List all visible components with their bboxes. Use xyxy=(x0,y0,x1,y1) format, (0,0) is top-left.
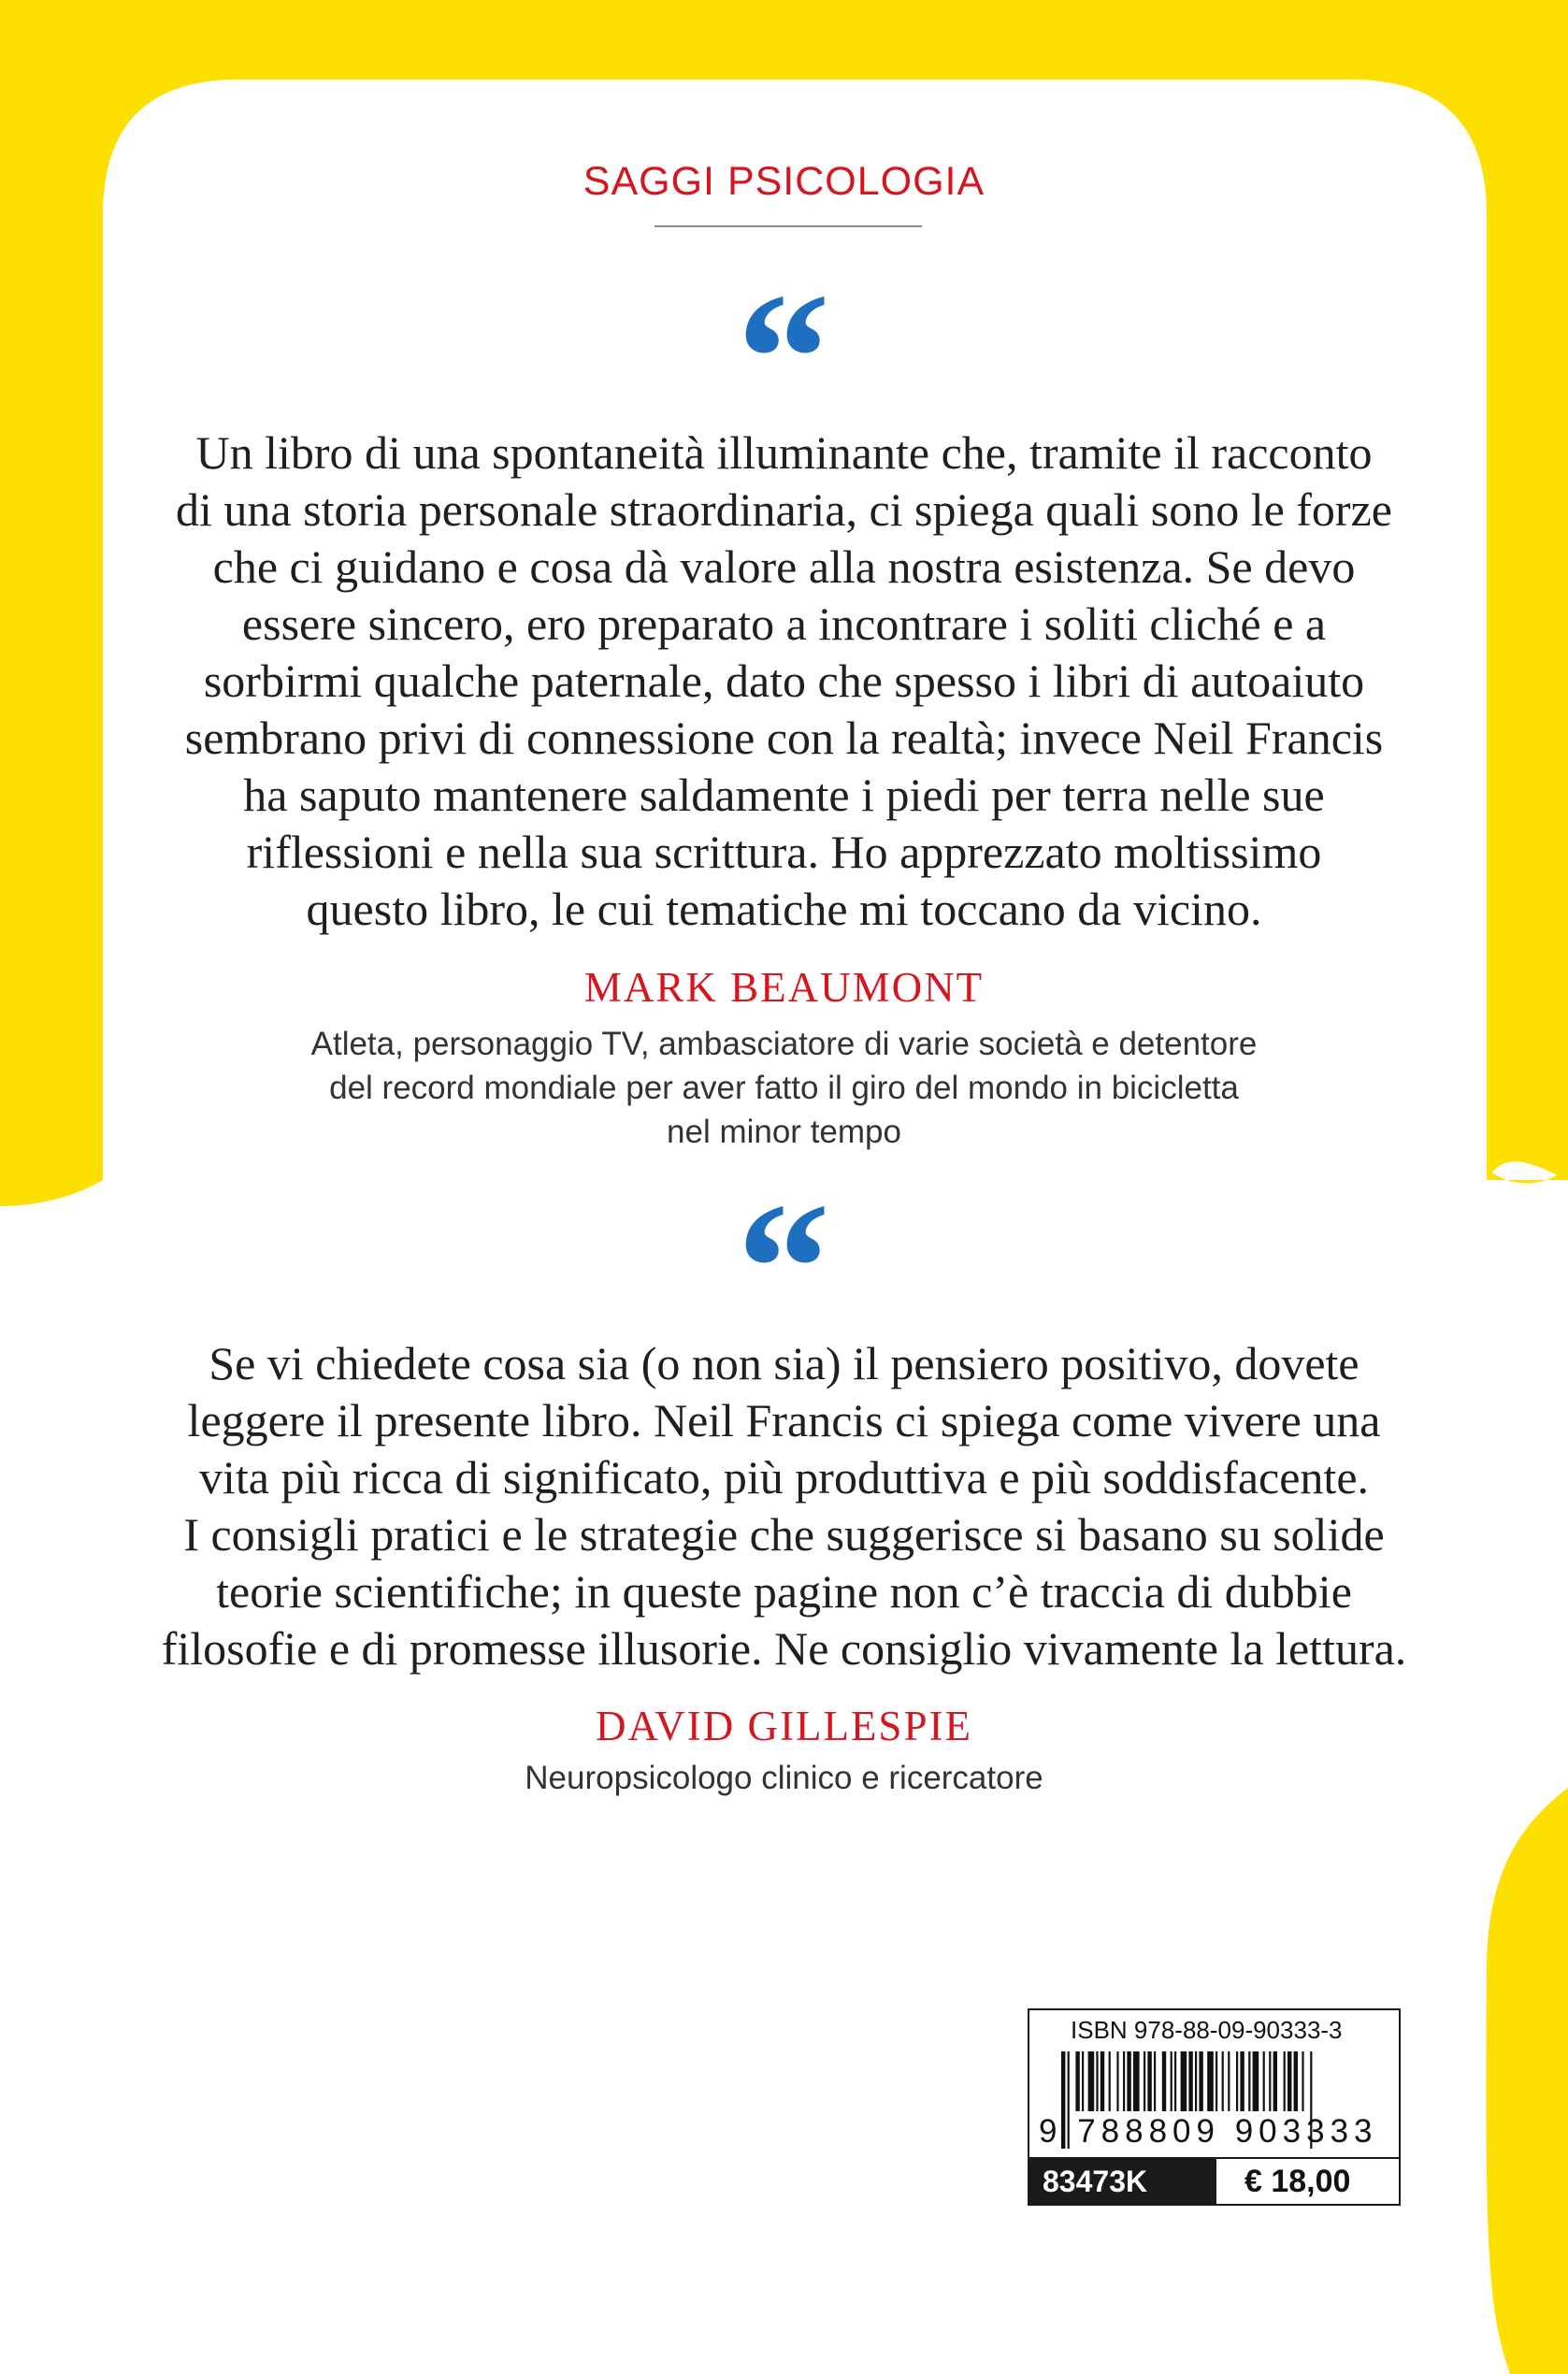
isbn-label: ISBN 978-88-09-90333-3 xyxy=(1071,2016,1343,2044)
svg-text:“: “ xyxy=(737,1165,830,1372)
quote-2-author: DAVID GILLESPIE xyxy=(596,1703,972,1749)
quote-1-text xyxy=(122,424,1446,938)
quote-line: teorie scientifiche; in queste pagine non c’è traccia di dubbie xyxy=(216,1565,1352,1618)
quote-line: che ci guidano e cosa dà valore alla nostra esistenza. Se devo xyxy=(212,540,1356,593)
role-line: Neuropsicologo clinico e ricercatore xyxy=(525,1760,1043,1796)
quote-line: ha saputo mantenere saldamente i piedi per terra nelle sue xyxy=(243,769,1325,821)
barcode-footer xyxy=(1029,2157,1399,2204)
quote-line: filosofie e di promesse illusorie. Ne consiglio vivamente la lettura. xyxy=(161,1622,1407,1675)
category-divider xyxy=(655,225,922,227)
svg-text:“: “ xyxy=(737,255,830,462)
barcode-box xyxy=(1028,2008,1401,2206)
role-line: del record mondiale per aver fatto il giro del mondo in bicicletta xyxy=(329,1070,1239,1106)
quote-2-role xyxy=(0,1756,1568,1800)
quote-line: essere sincero, ero preparato a incontrare i soliti cliché e a xyxy=(241,597,1327,650)
role-line: Atleta, personaggio TV, ambasciatore di varie società e detentore xyxy=(310,1026,1258,1062)
quote-line: Un libro di una spontaneità illuminante che, tramite il racconto xyxy=(195,426,1373,479)
price: € 18,00 xyxy=(1244,2164,1351,2199)
barcode-digits: 9 788809 903333 xyxy=(1039,2113,1378,2150)
quote-line: vita più ricca di significato, più produttiva e più soddisfacente. xyxy=(198,1451,1370,1504)
role-line: nel minor tempo xyxy=(667,1114,901,1150)
quote-line: riflessioni e nella sua scrittura. Ho apprezzato moltissimo xyxy=(246,826,1322,878)
quote-line: I consigli pratici e le strategie che suggerisce si basano su solide xyxy=(183,1508,1385,1561)
quote-1-author: MARK BEAUMONT xyxy=(583,964,985,1011)
quote-line: leggere il presente libro. Neil Francis ci spiega come vivere una xyxy=(187,1394,1381,1446)
quote-line: questo libro, le cui tematiche mi toccano da vicino. xyxy=(306,883,1262,935)
category-label: SAGGI PSICOLOGIA xyxy=(583,159,985,204)
quote-line: Se vi chiedete cosa sia (o non sia) il pensiero positivo, dovete xyxy=(209,1337,1359,1389)
quote-line: sembrano privi di connessione con la realtà; invece Neil Francis xyxy=(184,712,1384,764)
quote-line: di una storia personale straordinaria, ci spiega quali sono le forze xyxy=(176,483,1392,536)
quote-2-text xyxy=(122,1335,1446,1677)
quote-line: sorbirmi qualche paternale, dato che spesso i libri di autoaiuto xyxy=(203,655,1365,707)
quote-1-role xyxy=(0,1022,1568,1154)
product-code: 83473K xyxy=(1029,2159,1216,2204)
